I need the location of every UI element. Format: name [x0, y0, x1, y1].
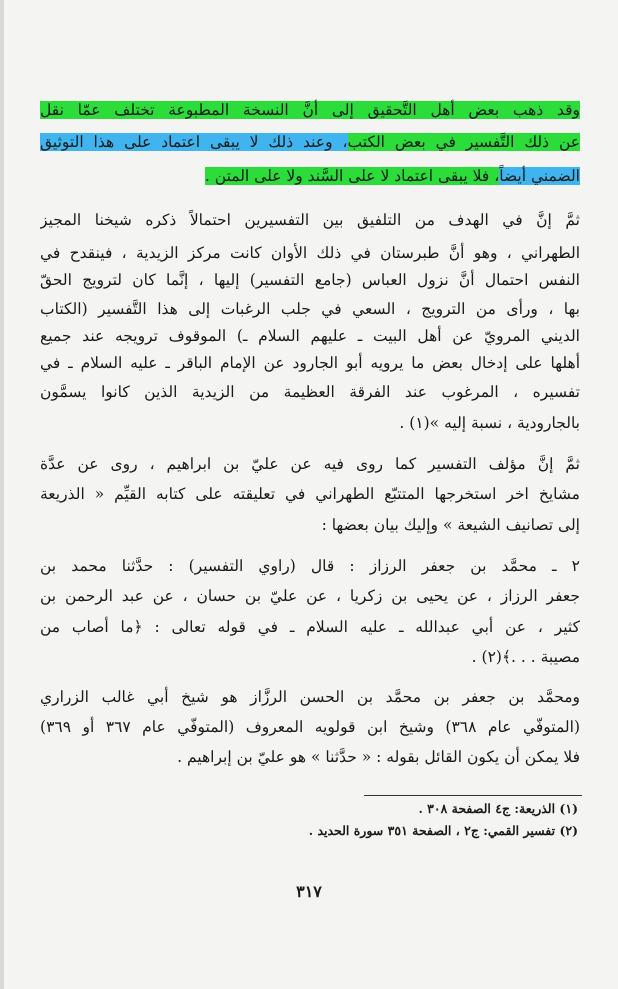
text-line — [40, 407, 580, 439]
text-line — [40, 580, 580, 612]
footnote-1: (١) الذريعة: ج٤ الصفحة ٣٠٨ . — [418, 801, 578, 816]
highlighted-text: عن ذلك التَّفسير في بعض الكتب — [347, 133, 580, 151]
page-edge — [0, 0, 4, 989]
line-text: أهلها على إدخال بعض ما يرويه أبو الجارود عن الإمام الباقر ـ عليه السلام ـ في — [40, 354, 580, 372]
text-line — [40, 611, 580, 643]
line-text: الديني المرويّ عن أهل البيت ـ عليهم السلام ـ) الموقوف ترويجه عند جميع — [40, 327, 580, 345]
line-text: كثير ، عن أبي عبدالله ـ عليه السلام ـ في قوله تعالى : ﴿ما أصاب من — [40, 618, 580, 636]
line-text: بالجارودية ، نسبة إليه »(١) . — [399, 414, 580, 432]
text-line — [40, 448, 580, 480]
line-text: ٢ ـ محمَّد بن جعفر الرزاز : قال (راوي التفسير) : حدَّثنا محمد بن — [40, 557, 580, 575]
line-text: ومحمَّد بن جعفر بن محمَّد بن الحسن الرزَّاز هو شيخ أبي غالب الزراري — [40, 688, 580, 706]
line-text: النفس احتمال أنَّ نزول العباس (جامع التفسير) إليها ، إنَّما كان لترويج الحقّ — [40, 271, 580, 289]
line-text: إلى تصانيف الشيعة » وإليك بيان بعضها : — [321, 516, 580, 534]
page-number: ٣١٧ — [296, 882, 322, 901]
text-line — [40, 204, 580, 236]
text-line — [40, 550, 580, 582]
text-line — [40, 681, 580, 713]
line-text: (المتوفّي عام ٣٦٨) وشيخ ابن قولويه المعروف (المتوفّي عام ٣٦٧ أو ٣٦٩) — [40, 718, 580, 736]
text-line — [40, 509, 580, 541]
text-line — [40, 711, 580, 743]
line-text: مشايخ اخر استخرجها المتتبّع الطهراني في تعليقته على كتابه القيِّم « الذريعة — [40, 485, 580, 503]
text-line — [40, 478, 580, 510]
highlighted-text: ، وعند ذلك لا يبقى اعتماد على هذا التوثيق — [40, 133, 348, 151]
text-line — [40, 376, 580, 408]
text-line — [40, 160, 580, 192]
highlighted-text: ، فلا يبقى اعتماد لا على السَّند ولا على المتن . — [204, 167, 500, 185]
text-line — [40, 741, 580, 773]
line-text: مصيبة . . .﴾(٢) . — [471, 648, 580, 666]
line-text: فلا يمكن أن يكون القائل بقوله : « حدَّثنا » هو عليّ بن إبراهيم . — [177, 748, 580, 766]
footnote-2: (٢) تفسير القمي: ج٢ ، الصفحة ٣٥١ سورة الحديد . — [308, 823, 578, 838]
text-line — [40, 126, 580, 158]
line-text: ثمَّ إنَّ في الهدف من التلفيق بين التفسيرين احتمالاً ذكره شيخنا المجيز — [40, 211, 580, 229]
text-line — [40, 264, 580, 296]
line-text: بها ، ورأى من الترويج ، السعي في جلب الرغبات إلى هذا التَّفسير (الكتاب — [40, 300, 580, 318]
text-line — [40, 641, 580, 673]
text-line — [40, 347, 580, 379]
line-text: جعفر الرزاز ، عن يحيى بن زكريا ، عن عليّ بن حسان ، عن عبد الرحمن بن — [40, 587, 580, 605]
text-line — [40, 94, 580, 126]
highlighted-text: وقد ذهب بعض أهل التَّحقيق إلى أنَّ النسخة المطبوعة تختلف عمّا نقل — [40, 101, 580, 119]
line-text: الطهراني ، وهو أنَّ طبرستان في ذلك الأوان كانت مركز الزيدية ، فينقدح في — [40, 244, 580, 262]
footnote-rule — [364, 795, 582, 796]
line-text: تفسيره ، المرغوب عند الفرقة العظيمة من الزيدية الذين كانوا يسمَّون — [40, 383, 580, 401]
highlighted-text: الضمني أيضاً — [499, 167, 580, 185]
line-text: ثمَّ إنَّ مؤلف التفسير كما روى فيه عن عليّ بن ابراهيم ، روى عن عدَّة — [40, 455, 580, 473]
